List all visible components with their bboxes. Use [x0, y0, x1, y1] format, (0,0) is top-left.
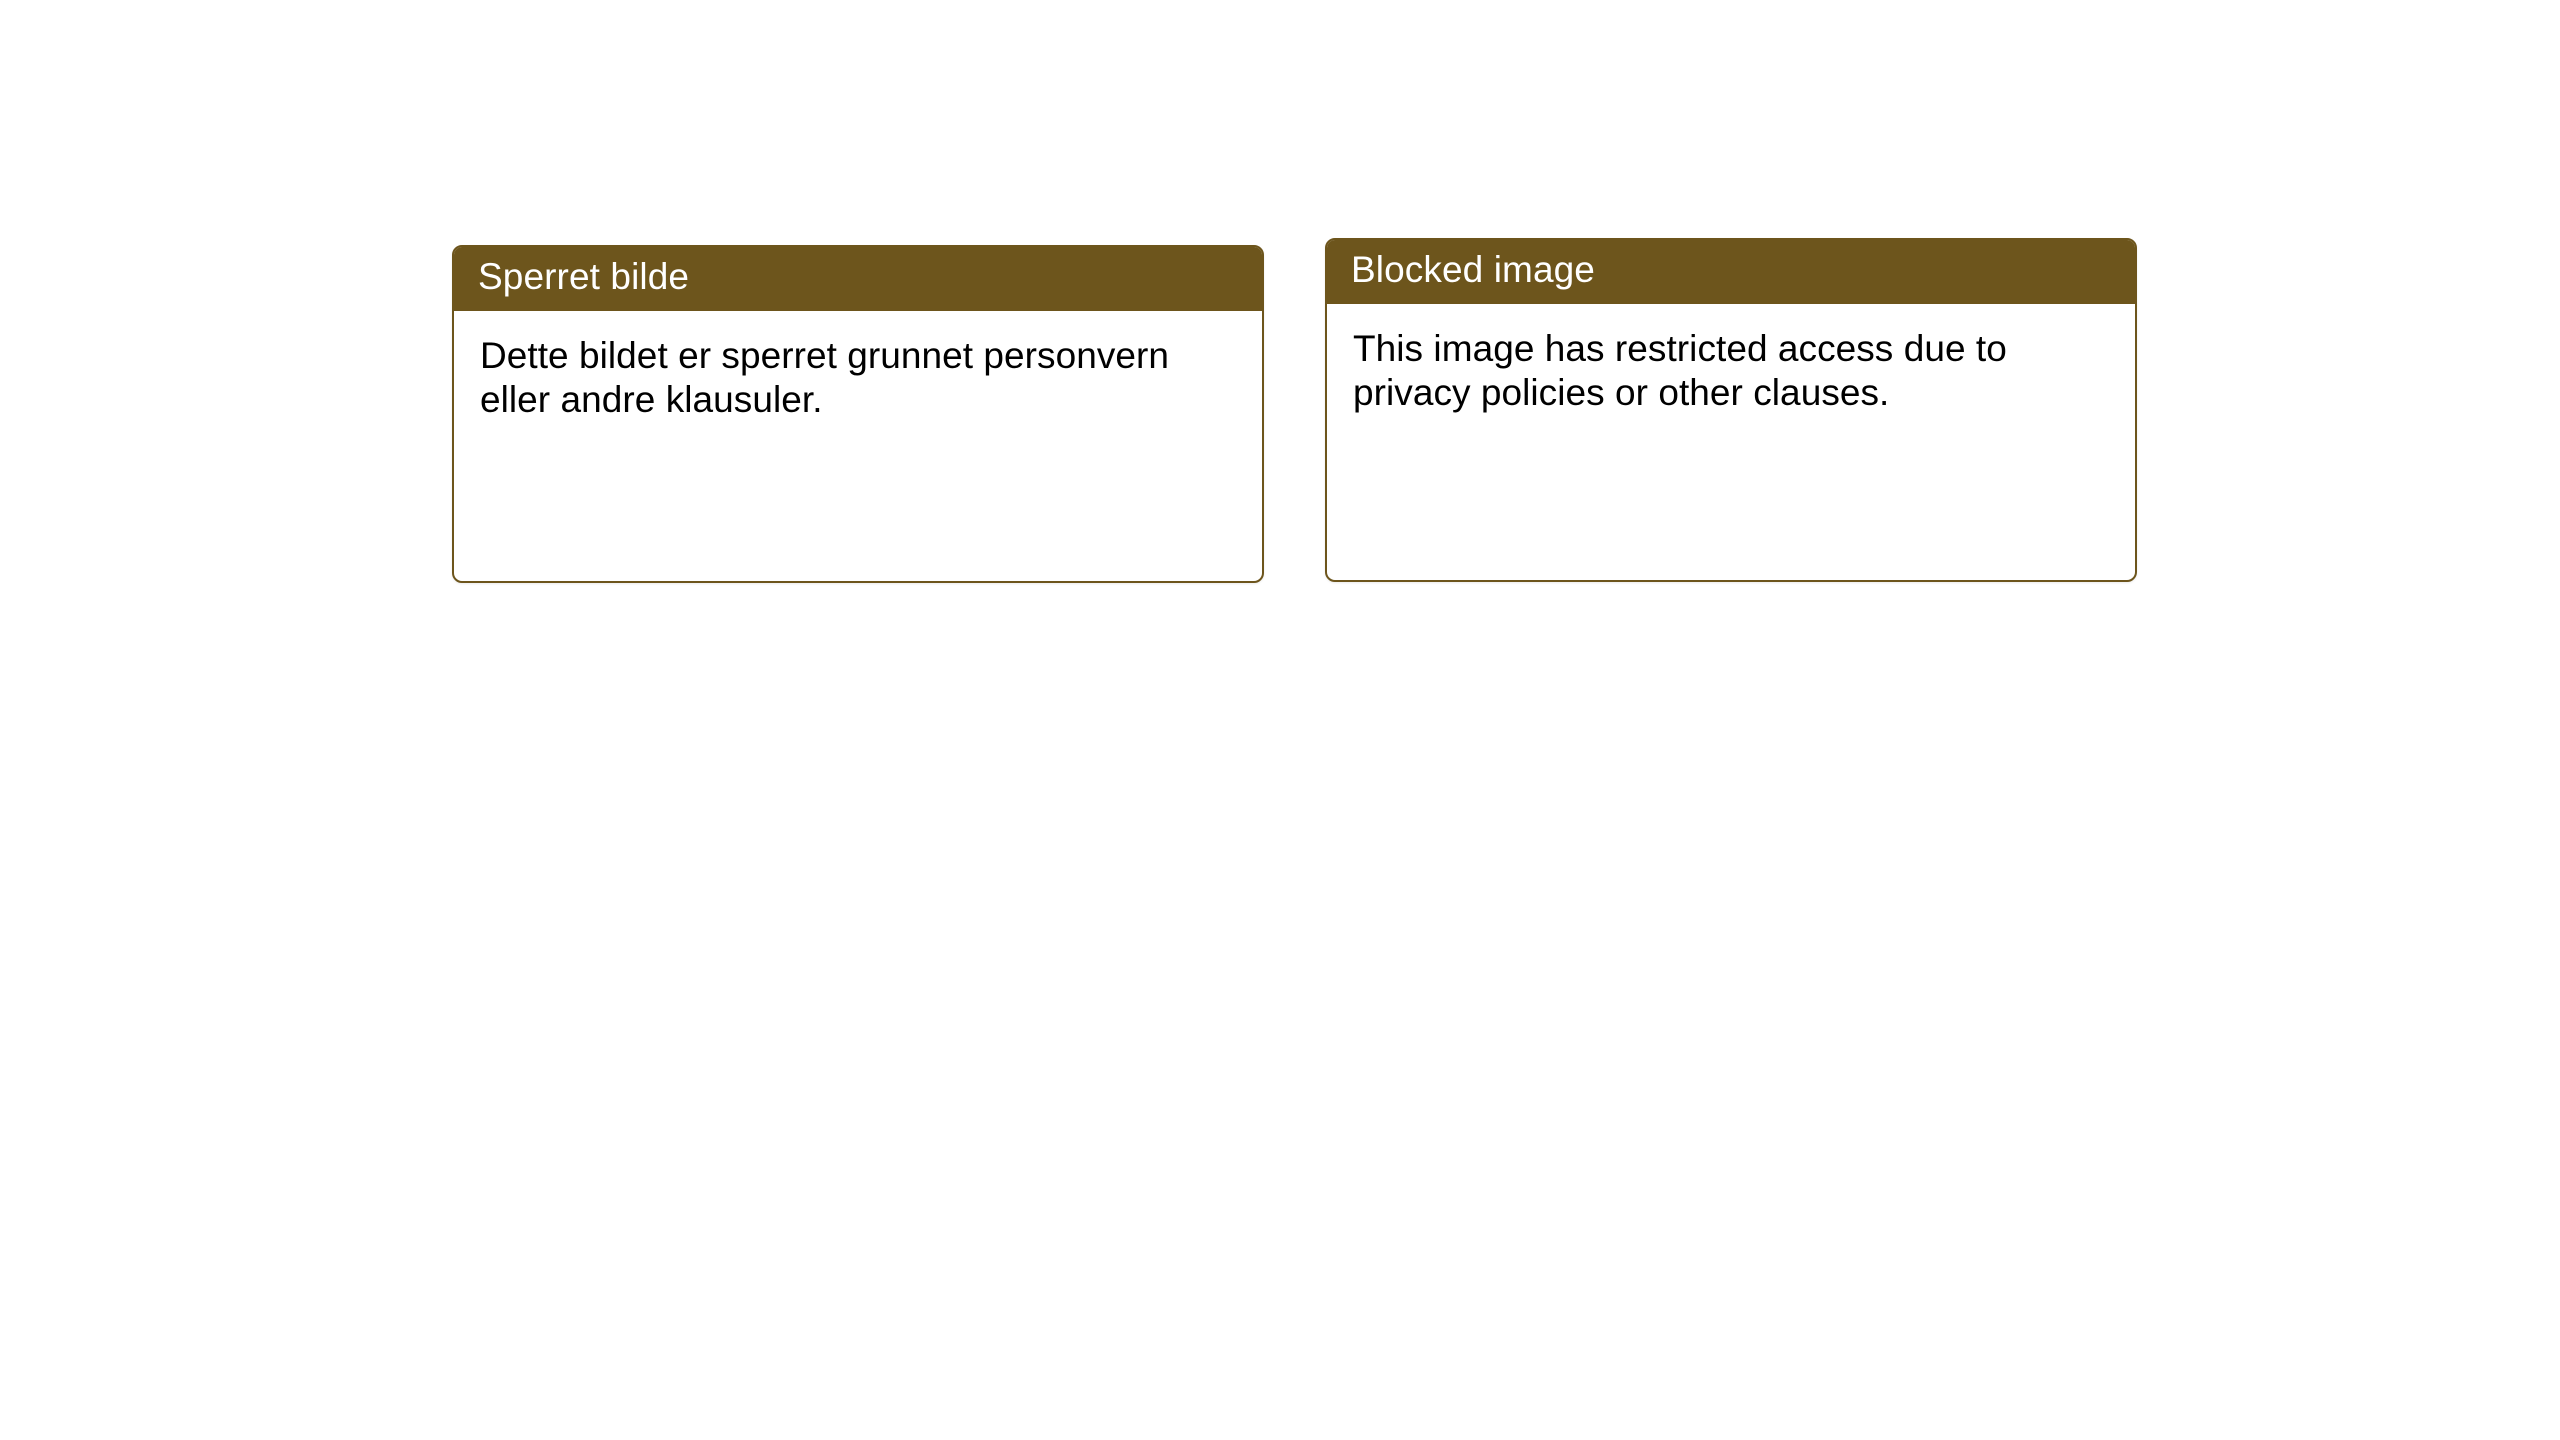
- card-body-en: [1327, 304, 2135, 414]
- card-title-en: Blocked image: [1327, 240, 2135, 304]
- blocked-image-notice-card-no: [452, 245, 1264, 583]
- card-body-text-no: Dette bildet er sperret grunnet personvern eller andre klausuler.: [480, 334, 1170, 420]
- card-body-no: [454, 311, 1262, 421]
- blocked-image-notice-card-en: [1325, 238, 2137, 582]
- card-body-text-en: This image has restricted access due to privacy policies or other clauses.: [1353, 327, 2007, 413]
- card-title-no: Sperret bilde: [454, 247, 1262, 311]
